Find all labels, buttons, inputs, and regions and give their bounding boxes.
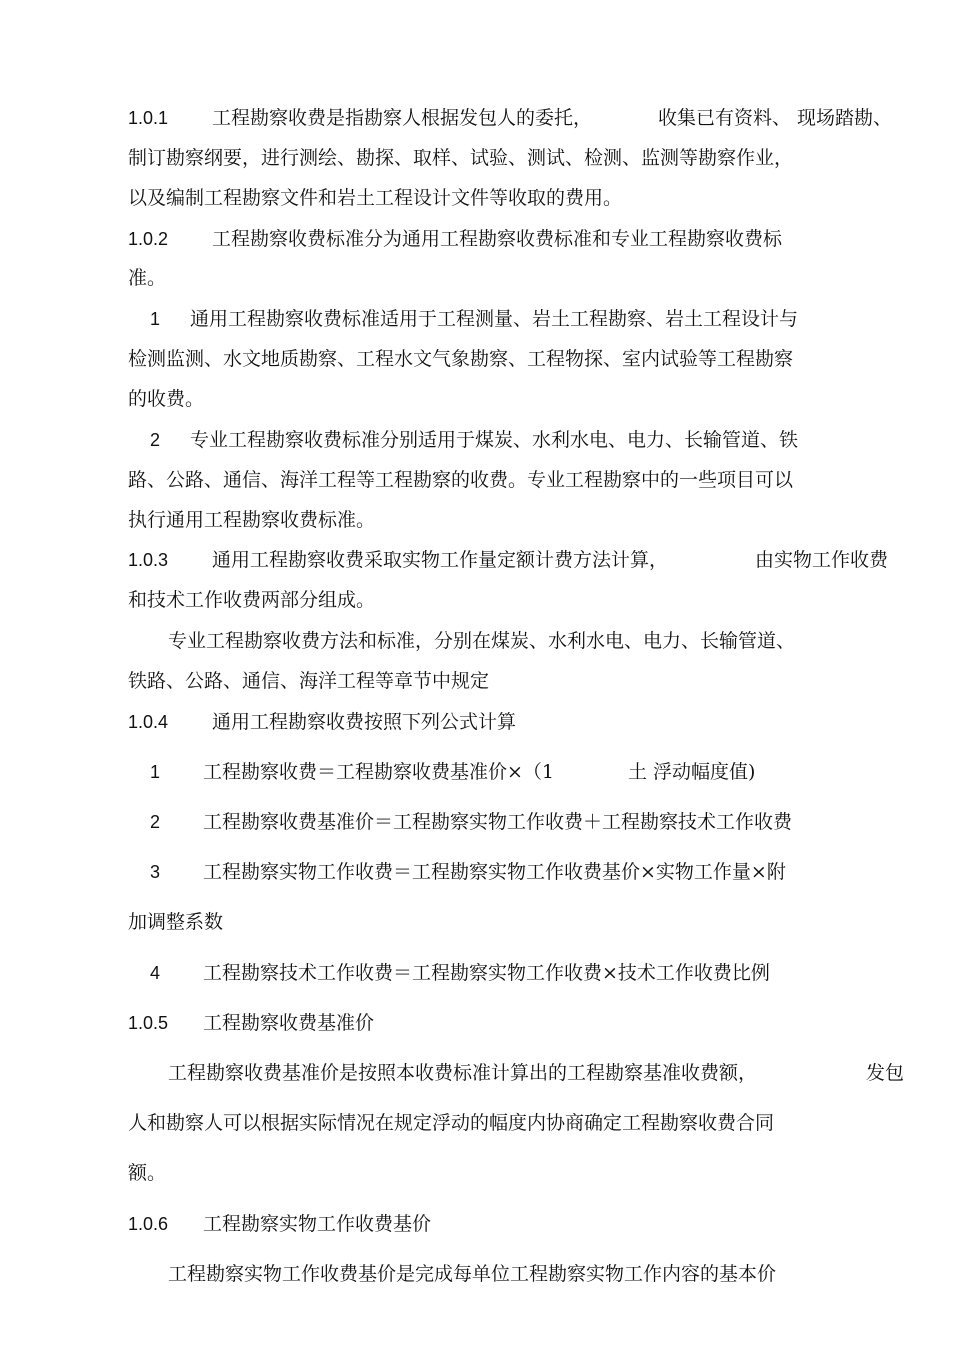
item-2-line-3: 执行通用工程勘察收费标准。 (128, 509, 376, 531)
formula-1-text-a: 工程勘察收费＝工程勘察收费基准价×（1 (203, 761, 555, 783)
section-number-1-0-4: 1.0.4 (128, 712, 169, 732)
section-1-0-5-title: 工程勘察收费基准价 (203, 1012, 375, 1034)
section-number-1-0-1: 1.0.1 (128, 108, 169, 128)
section-1-0-1-text-a: 工程勘察收费是指勘察人根据发包人的委托， (212, 107, 593, 129)
section-1-0-4-text-a: 通用工程勘察收费按照下列公式计算 (212, 711, 517, 733)
formula-1-text-b: 土 浮动幅度值) (628, 761, 756, 783)
section-1-0-3-line-2: 和技术工作收费两部分组成。 (128, 589, 376, 611)
section-1-0-1-text-b: 收集已有资料、 现场踏勘、 (658, 107, 893, 129)
section-1-0-5-text-a: 工程勘察收费基准价是按照本收费标准计算出的工程勘察基准收费额， (168, 1062, 758, 1084)
section-1-0-5-text-b: 发包 (866, 1062, 905, 1084)
item-2-text-a: 专业工程勘察收费标准分别适用于煤炭、水利水电、电力、长输管道、铁 (190, 429, 799, 451)
section-1-0-6-title: 工程勘察实物工作收费基价 (203, 1213, 432, 1235)
section-1-0-1-line-3: 以及编制工程勘察文件和岩土工程设计文件等收取的费用。 (128, 187, 623, 209)
section-number-1-0-3: 1.0.3 (128, 550, 169, 570)
formula-number-1: 1 (150, 762, 161, 782)
item-1-line-2: 检测监测、水文地质勘察、工程水文气象勘察、工程物探、室内试验等工程勘察 (128, 348, 794, 370)
formula-4-text-a: 工程勘察技术工作收费＝工程勘察实物工作收费×技术工作收费比例 (203, 962, 770, 984)
formula-number-3: 3 (150, 862, 161, 882)
section-1-0-5-line-3: 额。 (128, 1162, 167, 1184)
formula-number-4: 4 (150, 963, 161, 983)
section-1-0-3-para-2-line-1: 专业工程勘察收费方法和标准，分别在煤炭、水利水电、电力、长输管道、 (168, 630, 796, 652)
formula-2-text-a: 工程勘察收费基准价＝工程勘察实物工作收费＋工程勘察技术工作收费 (203, 811, 793, 833)
section-1-0-1-line-2: 制订勘察纲要，进行测绘、勘探、取样、试验、测试、检测、监测等勘察作业， (128, 147, 794, 169)
section-number-1-0-6: 1.0.6 (128, 1214, 169, 1234)
item-1-line-3: 的收费。 (128, 388, 205, 410)
section-1-0-3-para-2-line-2: 铁路、公路、通信、海洋工程等章节中规定 (128, 670, 490, 692)
formula-3-line-2: 加调整系数 (128, 911, 224, 933)
section-1-0-3-text-a: 通用工程勘察收费采取实物工作量定额计费方法计算， (212, 549, 669, 571)
item-2-line-2: 路、公路、通信、海洋工程等工程勘察的收费。专业工程勘察中的一些项目可以 (128, 469, 794, 491)
item-1-text-a: 通用工程勘察收费标准适用于工程测量、岩土工程勘察、岩土工程设计与 (190, 308, 799, 330)
section-1-0-2-line-2: 准。 (128, 267, 167, 289)
formula-number-2: 2 (150, 812, 161, 832)
section-number-1-0-5: 1.0.5 (128, 1013, 169, 1033)
formula-3-text-a: 工程勘察实物工作收费＝工程勘察实物工作收费基价×实物工作量×附 (203, 861, 786, 883)
item-number-1: 1 (150, 309, 161, 329)
section-1-0-2-text-a: 工程勘察收费标准分为通用工程勘察收费标准和专业工程勘察收费标 (212, 228, 783, 250)
section-1-0-5-line-2: 人和勘察人可以根据实际情况在规定浮动的幅度内协商确定工程勘察收费合同 (128, 1112, 775, 1134)
section-number-1-0-2: 1.0.2 (128, 229, 169, 249)
section-1-0-3-text-b: 由实物工作收费 (755, 549, 889, 571)
item-number-2: 2 (150, 430, 161, 450)
section-1-0-6-text-a: 工程勘察实物工作收费基价是完成每单位工程勘察实物工作内容的基本价 (168, 1263, 777, 1285)
